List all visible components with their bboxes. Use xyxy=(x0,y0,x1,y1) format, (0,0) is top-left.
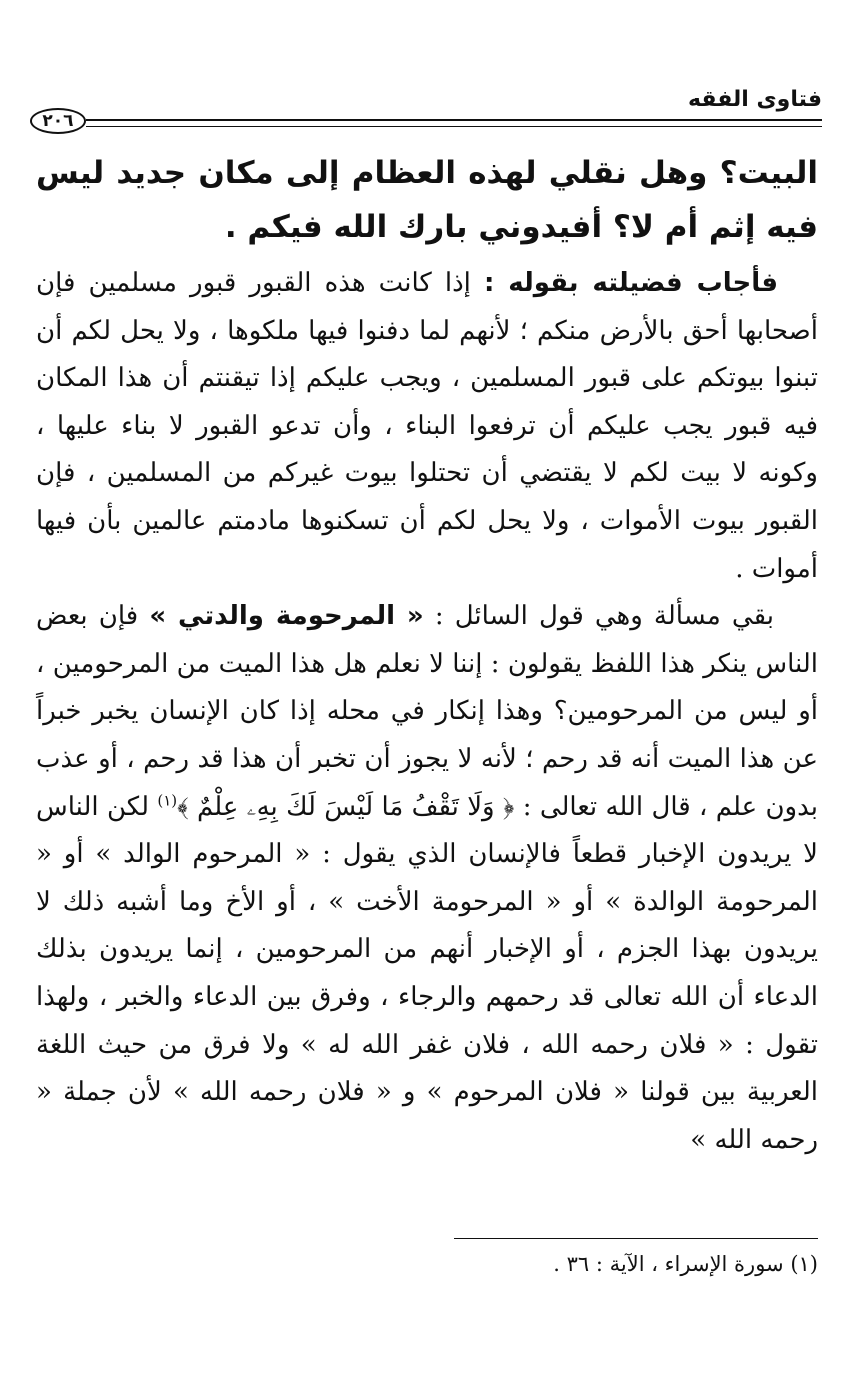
answer-text: إذا كانت هذه القبور قبور مسلمين فإن أصحابها أحق بالأرض منكم ؛ لأنهم لما دفنوا فيها ملكوها ، ولا يحل لكم أن تبنوا بيوتكم على قبور المسلمين ، ويجب عليكم إذا تيقنتم أن هذا المكان فيه قبور يجب عليكم أن ترفعوا البناء ، وأن تدعو القبور لا بناء عليها ، وكونه لا بيت لكم لا يقتضي أن تحتلوا بيوت غيركم من المسلمين ، فإن القبور بيوت الأموات ، ولا يحل لكم أن تسكنوها مادمتم عالمين بأن فيها أموات . xyxy=(36,268,818,584)
question-text: البيت؟ وهل نقلي لهذه العظام إلى مكان جديد ليس فيه إثم أم لا؟ أفيدوني بارك الله فيكم . xyxy=(36,155,818,245)
footnote-marker: (١) xyxy=(157,790,178,809)
book-title: فتاوى الفقه xyxy=(688,87,822,112)
second-paragraph xyxy=(36,593,818,1164)
running-header xyxy=(30,86,822,136)
quoted-term: « المرحومة والدتي » xyxy=(149,601,424,632)
page-number: ٢٠٦ xyxy=(30,108,86,134)
footnote-rule xyxy=(454,1238,818,1239)
paragraph-middle: فإن بعض الناس ينكر هذا اللفظ يقولون : إننا لا نعلم هل هذا الميت من المرحومين ، أو ليس من المرحومين؟ وهذا إنكار في محله إذا كان الإنسان يخبر خبراً عن هذا الميت أنه قد رحم ؛ لأنه لا يجوز أن تخبر أن هذا قد رحم ، أو عذب بدون علم ، قال الله تعالى : xyxy=(36,601,818,822)
footnote: (١) سورة الإسراء ، الآية : ٣٦ . xyxy=(553,1252,818,1276)
paragraph-intro: بقي مسألة وهي قول السائل : xyxy=(423,601,774,632)
quran-verse: ﴿ وَلَا تَقْفُ مَا لَيْسَ لَكَ بِهِۦ عِلْمٌ ﴾ xyxy=(177,791,515,822)
paragraph-end: لكن الناس لا يريدون الإخبار قطعاً فالإنسان الذي يقول : « المرحوم الوالد » أو « المرحومة الوالدة » أو « المرحومة الأخت » ، أو الأخ وما أشبه ذلك لا يريدون بهذا الجزم ، أو الإخبار أنهم من المرحومين ، إنما يريدون بذلك الدعاء أن الله تعالى قد رحمهم والرجاء ، وفرق بين الدعاء والخبر ، ولهذا تقول : « فلان رحمه الله ، فلان غفر الله له » ولا فرق من حيث اللغة العربية بين قولنا « فلان المرحوم » و « فلان رحمه الله » لأن جملة « رحمه الله » xyxy=(36,791,818,1155)
header-rule xyxy=(86,119,822,127)
answer-paragraph xyxy=(36,260,818,593)
answer-lead: فأجاب فضيلته بقوله : xyxy=(483,268,778,298)
page-body xyxy=(36,146,818,1164)
